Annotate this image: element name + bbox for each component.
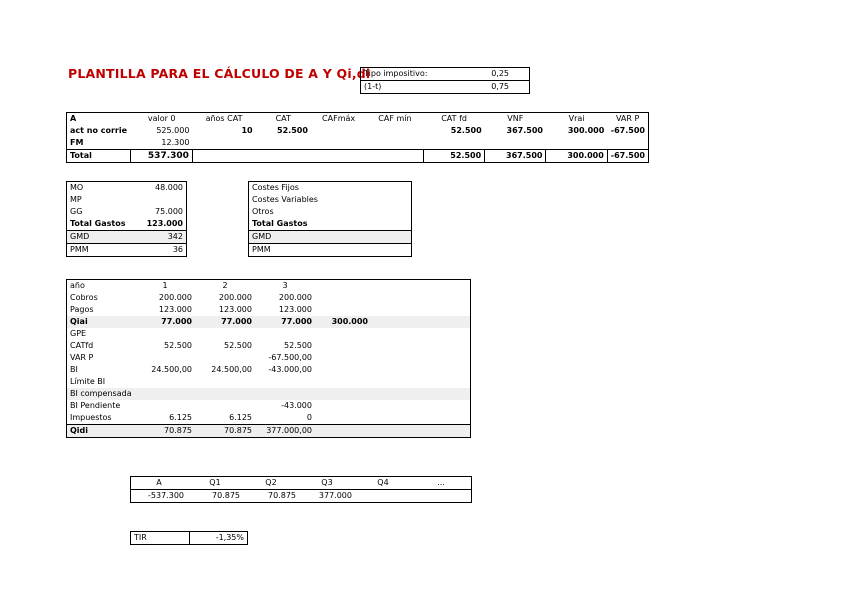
costs-row-gmd: [67, 231, 187, 244]
flows-row-qidi: [67, 425, 471, 438]
costs-right-table: [248, 181, 412, 257]
tax-row-net: [361, 81, 530, 94]
cell-y2: 24.500,00: [211, 365, 252, 374]
q-value-q2: 70.875: [243, 490, 299, 503]
cell-y2: 70.875: [195, 425, 255, 438]
cell-y1: 70.875: [135, 425, 195, 438]
mp-value: [133, 194, 187, 206]
act-vrai: 300.000: [567, 126, 605, 135]
act-cat: 52.500: [277, 126, 308, 135]
total-var-p: -67.500: [607, 150, 648, 163]
assets-header-a: A: [70, 114, 77, 123]
tir-label: TIR: [131, 532, 190, 545]
tir-table: [130, 531, 248, 545]
pmm-label: PMM: [67, 244, 134, 257]
cell-y2: 6.125: [229, 413, 252, 422]
row-label: Qidi: [67, 425, 136, 438]
assets-header-vnf: VNF: [507, 114, 524, 123]
cell-extra: 300.000: [315, 316, 371, 328]
row-label: CATfd: [70, 341, 94, 350]
assets-row-total: [67, 150, 649, 163]
assets-row-act: [67, 125, 649, 137]
act-label: act no corrie: [70, 126, 128, 135]
flows-row-varp: [67, 352, 471, 364]
row-label: BI: [70, 365, 78, 374]
otros-label: Otros: [252, 207, 274, 216]
flows-row-bi: [67, 364, 471, 376]
cell-y3: 77.000: [255, 316, 315, 328]
flows-row-catfd: [67, 340, 471, 352]
q-header-more: ...: [437, 478, 445, 487]
assets-header-valor0: valor 0: [147, 114, 176, 123]
flows-row-impuestos: [67, 412, 471, 425]
page-title: PLANTILLA PARA EL CÁLCULO DE A Y Qi,di: [68, 66, 371, 81]
pmm-right-label: PMM: [249, 244, 412, 257]
row-label: Cobros: [70, 293, 98, 302]
cell-y1: 77.000: [135, 316, 195, 328]
costs-row-mp: [67, 194, 187, 206]
cell-y1: 52.500: [164, 341, 192, 350]
q-value-row: [131, 490, 472, 503]
act-anios-cat: 10: [241, 126, 253, 135]
assets-row-fm: [67, 137, 649, 150]
flows-header-y1: 1: [162, 281, 168, 290]
q-value-more: [411, 490, 472, 503]
cell-y1: 123.000: [158, 305, 192, 314]
total-cat-fd: 52.500: [424, 150, 485, 163]
cell-y2: 123.000: [218, 305, 252, 314]
gmd-value: 342: [133, 231, 187, 244]
row-label: Límite BI: [70, 377, 106, 386]
assets-header-cafmin: CAF mín: [378, 114, 412, 123]
cell-y3: 377.000,00: [255, 425, 315, 438]
cell-y1: 200.000: [158, 293, 192, 302]
costs-right-row: [249, 231, 412, 244]
total-vnf: 367.500: [485, 150, 546, 163]
assets-header-cat: CAT: [275, 114, 291, 123]
act-cat-fd: 52.500: [450, 126, 482, 135]
total-label: Total: [67, 150, 131, 163]
cell-y1: 6.125: [169, 413, 192, 422]
total-valor0: 537.300: [131, 150, 192, 163]
costs-right-row: [249, 194, 412, 206]
q-value-a: -537.300: [131, 490, 188, 503]
assets-header-var-p: VAR P: [615, 114, 640, 123]
mp-label: MP: [70, 195, 82, 204]
total-gastos-value: 123.000: [146, 219, 183, 228]
q-header-q1: Q1: [209, 478, 221, 487]
q-header-q4: Q4: [377, 478, 389, 487]
q-value-q3: 377.000: [299, 490, 355, 503]
tax-table: [360, 67, 530, 94]
cell-y3: -67.500,00: [268, 353, 312, 362]
q-summary-table: [130, 476, 472, 503]
q-value-q1: 70.875: [187, 490, 243, 503]
costs-right-row: [249, 182, 412, 195]
mo-label: MO: [70, 183, 84, 192]
row-label: Pagos: [70, 305, 94, 314]
cell-y3: 200.000: [278, 293, 312, 302]
costs-row-total: [67, 218, 187, 231]
flows-row-pagos: [67, 304, 471, 316]
flows-row-qiai: [67, 316, 471, 328]
costs-row-mo: [67, 182, 187, 195]
flows-header-row: [67, 280, 471, 293]
row-label: VAR P: [70, 353, 94, 362]
flows-row-gpe: [67, 328, 471, 340]
costs-right-row: [249, 218, 412, 231]
assets-header-cat-fd: CAT fd: [441, 114, 467, 123]
tax-net-label: (1-t): [361, 81, 468, 94]
cell-y3: 123.000: [278, 305, 312, 314]
fm-valor0: 12.300: [161, 138, 190, 147]
row-label: Qiai: [67, 316, 136, 328]
costs-row-pmm: [67, 244, 187, 257]
act-valor0: 525.000: [156, 126, 190, 135]
costes-variables-label: Costes Variables: [252, 195, 318, 204]
cell-y2: 52.500: [224, 341, 252, 350]
costs-right-row: [249, 206, 412, 218]
costs-row-gg: [67, 206, 187, 218]
tir-row: [131, 532, 248, 545]
flows-header-y2: 2: [222, 281, 228, 290]
total-gastos-label: Total Gastos: [70, 219, 126, 228]
q-header-q2: Q2: [265, 478, 277, 487]
q-header-q3: Q3: [321, 478, 333, 487]
row-label: BI compensada: [67, 388, 136, 400]
total-gastos-right-label: Total Gastos: [252, 219, 308, 228]
assets-header-row: [67, 113, 649, 126]
assets-table: [66, 112, 649, 163]
row-label: Impuestos: [70, 413, 112, 422]
gg-label: GG: [70, 207, 83, 216]
fm-label: FM: [70, 138, 84, 147]
flows-row-bi-pendiente: [67, 400, 471, 412]
mo-value: 48.000: [155, 183, 183, 192]
costes-fijos-label: Costes Fijos: [252, 183, 299, 192]
cell-y1: 24.500,00: [151, 365, 192, 374]
act-var-p: -67.500: [610, 126, 645, 135]
tax-net-value: 0,75: [467, 81, 530, 94]
flows-table: [66, 279, 471, 438]
q-value-q4: [355, 490, 411, 503]
total-vrai: 300.000: [546, 150, 607, 163]
flows-row-limite-bi: [67, 376, 471, 388]
cell-y2: 77.000: [195, 316, 255, 328]
gmd-right-label: GMD: [249, 231, 412, 244]
cell-y3: -43.000: [281, 401, 312, 410]
assets-header-anios-cat: años CAT: [205, 114, 243, 123]
tir-value: -1,35%: [215, 533, 244, 542]
costs-right-row: [249, 244, 412, 257]
row-label: GPE: [70, 329, 87, 338]
assets-header-vrai: Vrai: [568, 114, 585, 123]
q-header-a: A: [156, 478, 162, 487]
gg-value: 75.000: [155, 207, 183, 216]
gmd-label: GMD: [67, 231, 134, 244]
tax-rate-value: 0,25: [491, 69, 509, 78]
flows-header-y3: 3: [282, 281, 288, 290]
tax-rate-label: Tipo impositivo:: [364, 69, 428, 78]
cell-y2: 200.000: [218, 293, 252, 302]
flows-header-label: año: [70, 281, 85, 290]
row-label: BI Pendiente: [70, 401, 121, 410]
pmm-value: 36: [133, 244, 187, 257]
cell-y3: 52.500: [284, 341, 312, 350]
q-header-row: [131, 477, 472, 490]
tax-row-rate: [361, 68, 530, 81]
flows-row-cobros: [67, 292, 471, 304]
cell-y3: 0: [306, 413, 312, 422]
act-vnf: 367.500: [506, 126, 543, 135]
assets-header-cafmax: CAFmáx: [322, 114, 356, 123]
cell-y3: -43.000,00: [268, 365, 312, 374]
costs-left-table: [66, 181, 187, 257]
flows-row-bi-compensada: [67, 388, 471, 400]
